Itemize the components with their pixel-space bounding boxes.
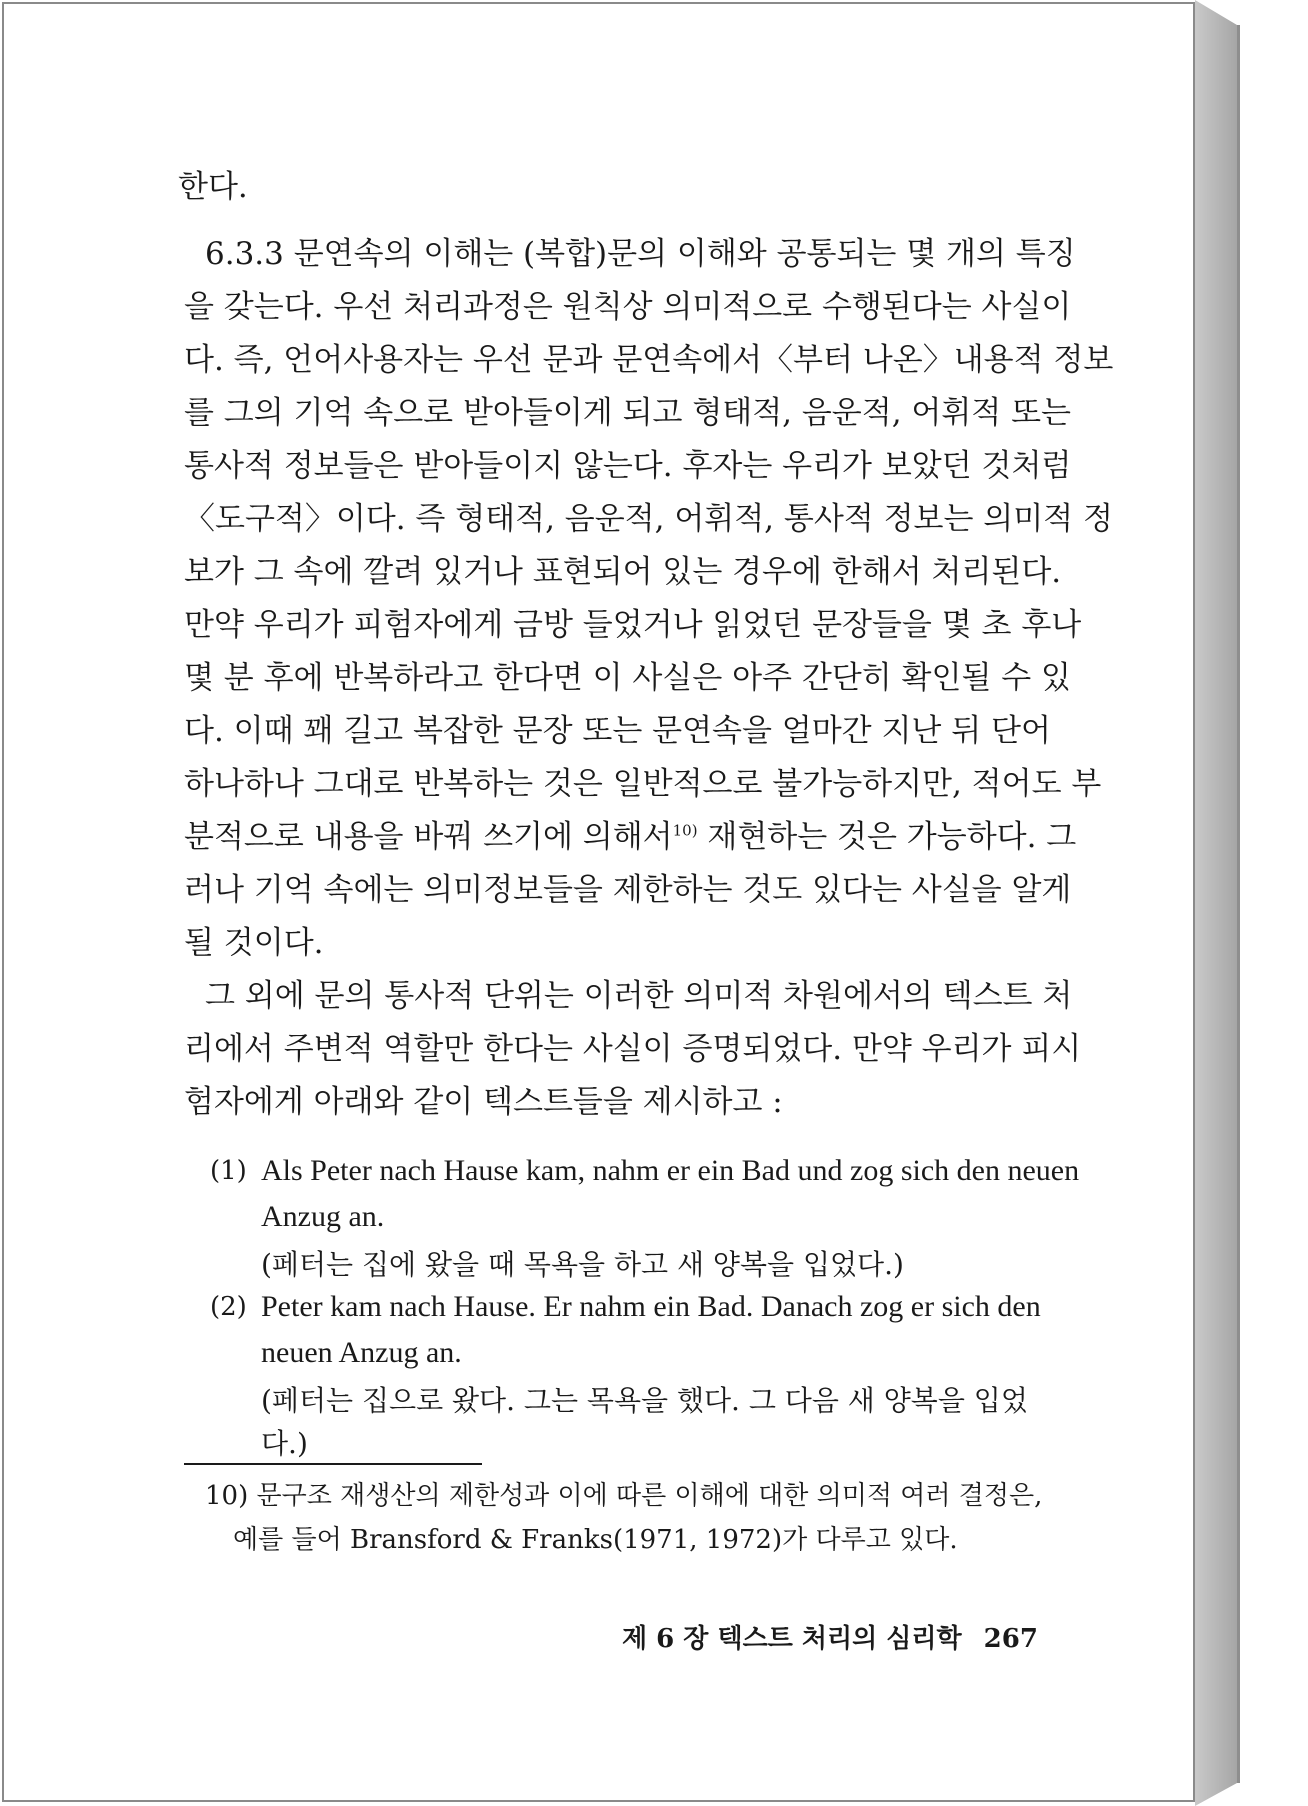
german-line: neuen Anzug an. — [261, 1336, 462, 1369]
text-line: 될 것이다. — [184, 925, 324, 961]
german-line: Als Peter nach Hause kam, nahm er ein Bad und zog sich den neuen — [261, 1154, 1080, 1187]
german-line: Peter kam nach Hause. Er nahm ein Bad. Danach zog er sich den — [261, 1290, 1041, 1323]
korean-translation: 다.) — [261, 1427, 308, 1460]
text-line: 다. 즉, 언어사용자는 우선 문과 문연속에서〈부터 나온〉내용적 정보 — [184, 342, 1114, 378]
footnote-ref: 10) — [672, 821, 698, 840]
text-line: 몇 분 후에 반복하라고 한다면 이 사실은 아주 간단히 확인될 수 있 — [184, 660, 1071, 696]
text-line-with-footnote-ref — [184, 819, 1077, 855]
text-line: 을 갖는다. 우선 처리과정은 원칙상 의미적으로 수행된다는 사실이 — [184, 289, 1072, 325]
german-line: Anzug an. — [261, 1200, 385, 1233]
text-line: 만약 우리가 피험자에게 금방 들었거나 읽었던 문장들을 몇 초 후나 — [184, 607, 1082, 643]
text-line: 그 외에 문의 통사적 단위는 이러한 의미적 차원에서의 텍스트 처 — [205, 978, 1073, 1014]
text-line: 6.3.3 문연속의 이해는 (복합)문의 이해와 공통되는 몇 개의 특징 — [205, 236, 1076, 272]
top-fragment: 한다. — [178, 169, 248, 205]
chapter-title: 제 6 장 텍스트 처리의 심리학 — [622, 1624, 962, 1654]
text-line: 러나 기억 속에는 의미정보들을 제한하는 것도 있다는 사실을 알게 — [184, 872, 1072, 908]
page-stack-border — [1237, 25, 1240, 1783]
page-number: 267 — [983, 1624, 1038, 1654]
text-line: 통사적 정보들은 받아들이지 않는다. 후자는 우리가 보았던 것처럼 — [184, 448, 1072, 484]
footnote-line: 10) 문구조 재생산의 제한성과 이에 따른 이해에 대한 의미적 여러 결정은, — [205, 1481, 1043, 1511]
korean-translation: (페터는 집으로 왔다. 그는 목욕을 했다. 그 다음 새 양복을 입었 — [261, 1384, 1028, 1417]
text-segment: 분적으로 내용을 바꿔 쓰기에 의해서 — [184, 819, 673, 855]
page — [2, 2, 1195, 1802]
text-segment: 재현하는 것은 가능하다. 그 — [697, 819, 1077, 855]
text-line: 다. 이때 꽤 길고 복잡한 문장 또는 문연속을 얼마간 지난 뒤 단어 — [184, 713, 1051, 749]
footnote-line: 예를 들어 Bransford & Franks(1971, 1972)가 다루고 있다. — [233, 1525, 958, 1555]
page-stack-edge — [1195, 0, 1237, 1806]
text-line: 험자에게 아래와 같이 텍스트들을 제시하고 : — [184, 1084, 783, 1120]
text-line: 를 그의 기억 속으로 받아들이게 되고 형태적, 음운적, 어휘적 또는 — [184, 395, 1071, 431]
text-line: 〈도구적〉이다. 즉 형태적, 음운적, 어휘적, 통사적 정보는 의미적 정 — [184, 501, 1113, 537]
example-number: (2) — [210, 1292, 247, 1322]
running-footer — [622, 1618, 1038, 1655]
text-line: 리에서 주변적 역할만 한다는 사실이 증명되었다. 만약 우리가 피시 — [184, 1031, 1082, 1067]
footnote-rule — [184, 1463, 482, 1465]
example-number: (1) — [210, 1156, 247, 1186]
text-line: 보가 그 속에 깔려 있거나 표현되어 있는 경우에 한해서 처리된다. — [184, 554, 1062, 590]
text-line: 하나하나 그대로 반복하는 것은 일반적으로 불가능하지만, 적어도 부 — [184, 766, 1102, 802]
korean-translation: (페터는 집에 왔을 때 목욕을 하고 새 양복을 입었다.) — [261, 1248, 904, 1281]
